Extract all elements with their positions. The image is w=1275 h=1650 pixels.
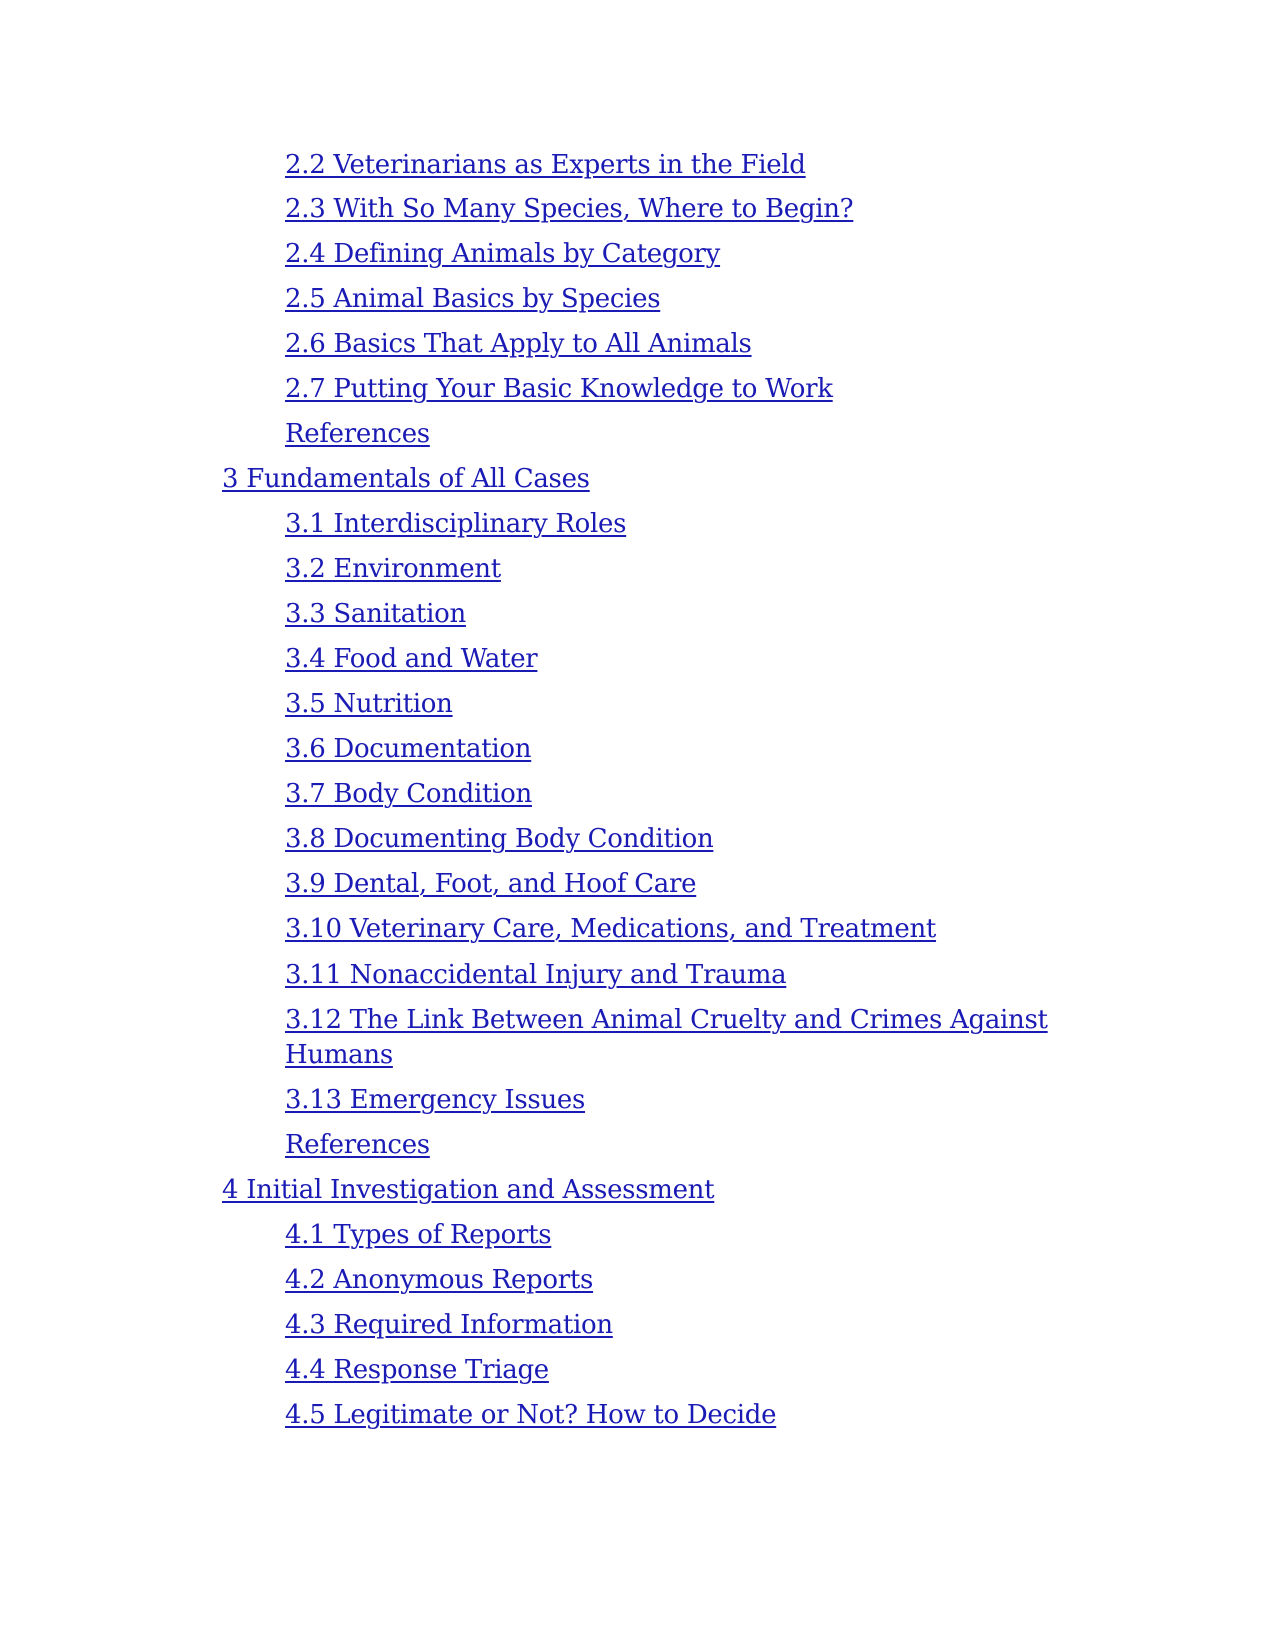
toc-link-3-13[interactable]: 3.13 Emergency Issues bbox=[285, 1085, 586, 1115]
toc-link-4-4[interactable]: 4.4 Response Triage bbox=[285, 1355, 549, 1385]
toc-link-4-2[interactable]: 4.2 Anonymous Reports bbox=[285, 1265, 594, 1295]
toc-link-2-6[interactable]: 2.6 Basics That Apply to All Animals bbox=[285, 329, 752, 359]
toc-link-3-11[interactable]: 3.11 Nonaccidental Injury and Trauma bbox=[285, 960, 787, 990]
toc-link-3-1[interactable]: 3.1 Interdisciplinary Roles bbox=[285, 509, 627, 539]
toc-link-3-12[interactable]: 3.12 The Link Between Animal Cruelty and Crimes Against Humans bbox=[285, 1005, 1048, 1070]
toc-link-3-7[interactable]: 3.7 Body Condition bbox=[285, 779, 532, 809]
toc-link-3-8[interactable]: 3.8 Documenting Body Condition bbox=[285, 824, 714, 854]
toc-link-2-2[interactable]: 2.2 Veterinarians as Experts in the Field bbox=[285, 150, 806, 180]
toc-link-2-3[interactable]: 2.3 With So Many Species, Where to Begin? bbox=[285, 194, 854, 224]
toc-link-chapter-3[interactable]: 3 Fundamentals of All Cases bbox=[222, 464, 590, 494]
toc-link-2-7[interactable]: 2.7 Putting Your Basic Knowledge to Work bbox=[285, 374, 833, 404]
toc-link-3-6[interactable]: 3.6 Documentation bbox=[285, 734, 532, 764]
toc-link-references-ch3[interactable]: References bbox=[285, 1130, 430, 1160]
toc-link-4-3[interactable]: 4.3 Required Information bbox=[285, 1310, 613, 1340]
toc-link-chapter-4[interactable]: 4 Initial Investigation and Assessment bbox=[222, 1175, 715, 1205]
toc-link-3-3[interactable]: 3.3 Sanitation bbox=[285, 599, 466, 629]
toc-link-4-1[interactable]: 4.1 Types of Reports bbox=[285, 1220, 552, 1250]
toc-link-3-4[interactable]: 3.4 Food and Water bbox=[285, 644, 538, 674]
toc-link-2-4[interactable]: 2.4 Defining Animals by Category bbox=[285, 239, 721, 269]
toc-link-2-5[interactable]: 2.5 Animal Basics by Species bbox=[285, 284, 661, 314]
toc-link-3-2[interactable]: 3.2 Environment bbox=[285, 554, 501, 584]
toc-link-3-9[interactable]: 3.9 Dental, Foot, and Hoof Care bbox=[285, 869, 697, 899]
toc-link-4-5[interactable]: 4.5 Legitimate or Not? How to Decide bbox=[285, 1400, 777, 1430]
toc-link-3-10[interactable]: 3.10 Veterinary Care, Medications, and Treatment bbox=[285, 914, 937, 944]
toc-link-references-ch2[interactable]: References bbox=[285, 419, 430, 449]
toc-link-3-5[interactable]: 3.5 Nutrition bbox=[285, 689, 453, 719]
